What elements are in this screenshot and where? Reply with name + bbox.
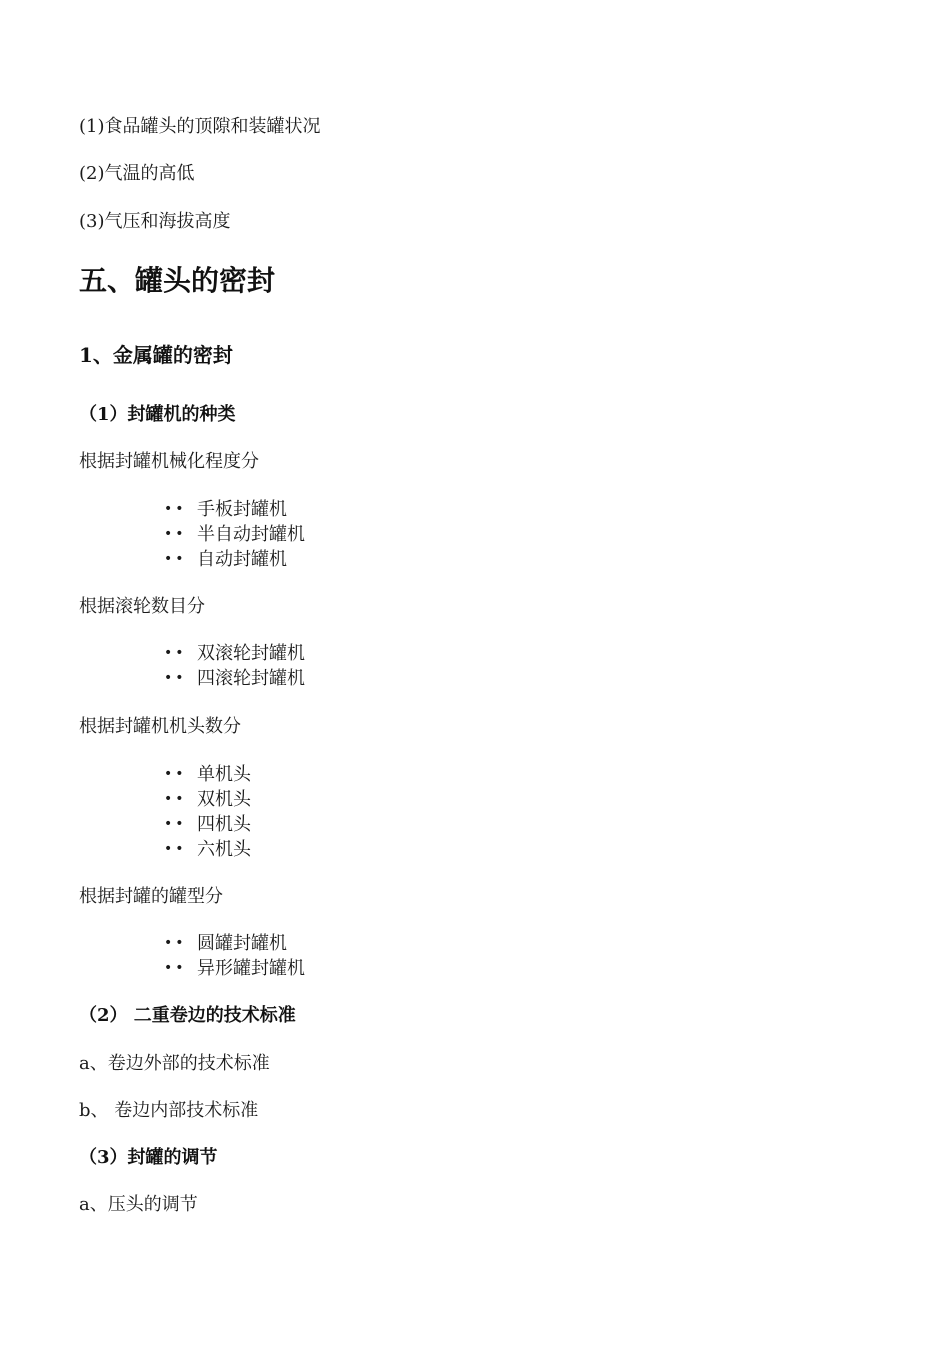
bullet-icon: ••: [164, 645, 187, 661]
part2-heading: （2） 二重卷边的技术标准: [79, 1005, 296, 1026]
list-item: •• 异形罐封罐机: [164, 958, 305, 979]
list-item: •• 圆罐封罐机: [164, 933, 287, 954]
bullet-icon: ••: [164, 551, 187, 567]
bullet-icon: ••: [164, 841, 187, 857]
bullet-icon: ••: [164, 501, 187, 517]
list-item: •• 双机头: [164, 789, 251, 810]
list-item: •• 自动封罐机: [164, 549, 287, 570]
group-label: 根据封罐机机头数分: [79, 716, 241, 737]
list-item: •• 四机头: [164, 814, 251, 835]
group-label: 根据滚轮数目分: [79, 596, 205, 617]
factor-line-2: (2)气温的高低: [79, 163, 195, 184]
part2-item: b、 卷边内部技术标准: [79, 1100, 259, 1121]
bullet-icon: ••: [164, 791, 187, 807]
bullet-icon: ••: [164, 816, 187, 832]
factor-line-3: (3)气压和海拔高度: [79, 211, 231, 232]
section-heading: 五、罐头的密封: [79, 264, 276, 297]
bullet-list: [164, 931, 305, 981]
list-item: •• 六机头: [164, 839, 251, 860]
part3-heading: （3）封罐的调节: [79, 1147, 218, 1168]
bullet-list: [164, 497, 305, 572]
list-item: •• 四滚轮封罐机: [164, 668, 305, 689]
bullet-icon: ••: [164, 935, 187, 951]
part2-item: a、卷边外部的技术标准: [79, 1053, 270, 1074]
group-label: 根据封罐的罐型分: [79, 886, 223, 907]
factor-line-1: (1)食品罐头的顶隙和装罐状况: [79, 116, 321, 137]
bullet-icon: ••: [164, 670, 187, 686]
subsection-heading: 1、金属罐的密封: [79, 343, 233, 367]
list-item: •• 单机头: [164, 764, 251, 785]
list-item: •• 手板封罐机: [164, 499, 287, 520]
bullet-list: [164, 762, 251, 862]
list-item: •• 半自动封罐机: [164, 524, 305, 545]
list-item: •• 双滚轮封罐机: [164, 643, 305, 664]
bullet-icon: ••: [164, 526, 187, 542]
bullet-list: [164, 641, 305, 691]
part3-item: a、压头的调节: [79, 1194, 198, 1215]
part1-heading: （1）封罐机的种类: [79, 404, 236, 425]
group-label: 根据封罐机械化程度分: [79, 451, 259, 472]
bullet-icon: ••: [164, 960, 187, 976]
bullet-icon: ••: [164, 766, 187, 782]
